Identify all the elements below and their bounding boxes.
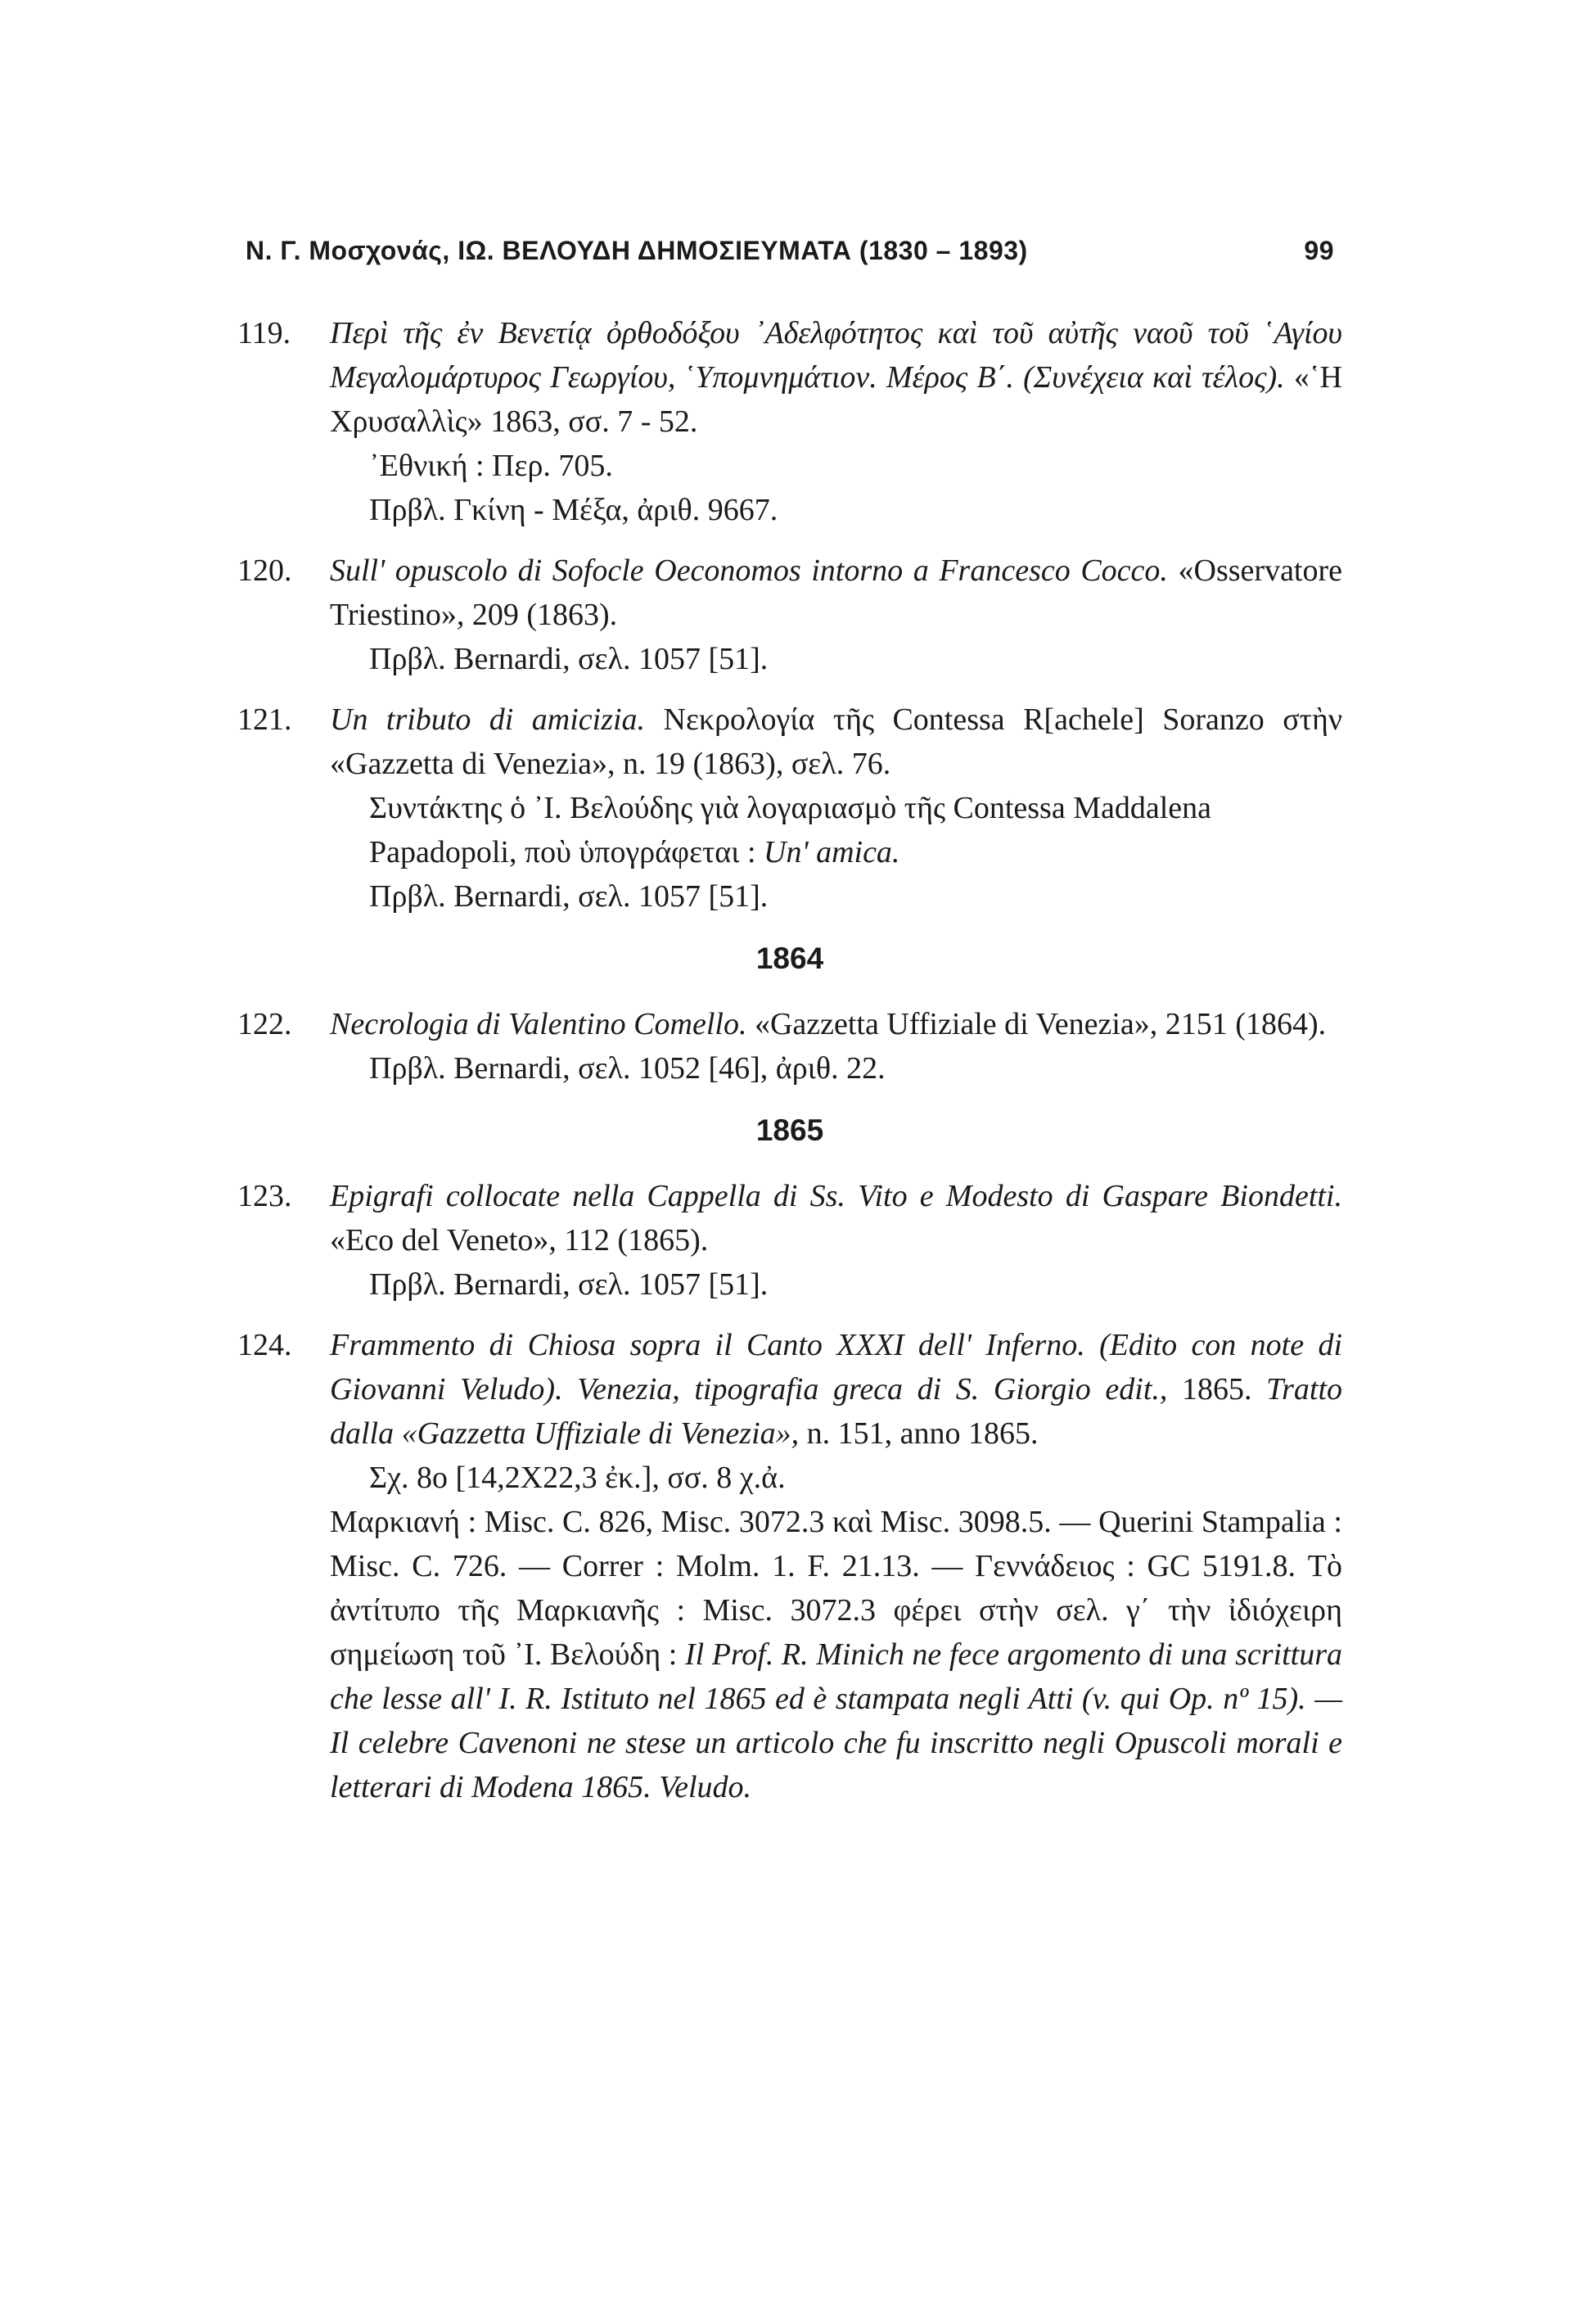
year-heading-1864: 1864: [755, 941, 824, 975]
entry-handwritten-note: Il Prof. R. Minich ne fece argomento di una scrittura che lesse all' I. R. Istituto nel 1865 ed è stampata negli Atti (v. qui Op. nº 15). — Il celebre Cavenoni ne stese un articolo che fu inscritto negli Opuscoli morali e letterari di Modena 1865. Veludo.: [330, 1637, 1342, 1804]
entry-source: «῾Η Χρυσαλλὶς» 1863, σσ. 7 - 52.: [330, 360, 1342, 439]
entry-123: [237, 1174, 1342, 1307]
entry-tratto: Tratto dalla «Gazzetta Uffiziale di Venezia»,: [330, 1372, 1343, 1451]
entry-source: «Gazzetta Uffiziale di Venezia», 2151 (1864).: [754, 1007, 1327, 1041]
entry-title: Frammento di Chiosa sopra il Canto XXXI dell' Inferno. (Edito con note di Giovanni Veludo). Venezia, tipografia greca di S. Giorgio edit.,: [330, 1328, 1342, 1407]
header-title: Ν. Γ. Μοσχονάς, ΙΩ. ΒΕΛΟΥΔΗ ΔΗΜΟΣΙΕΥΜΑΤΑ (1830 – 1893): [246, 236, 1028, 265]
entry-title: Περὶ τῆς ἐν Βενετίᾳ ὀρθοδόξου ᾿Αδελφότητος καὶ τοῦ αὐτῆς ναοῦ τοῦ ῾Αγίου Μεγαλομάρτυρος Γεωργίου, ῾Υπομνημάτιον. Μέρος Β΄. (Συνέχεια καὶ τέλος).: [330, 316, 1342, 395]
page-number: 99: [1304, 236, 1334, 265]
entry-source: «Osservatore Triestino», 209 (1863).: [330, 553, 1343, 632]
entry-title: Sull' opuscolo di Sofocle Oeconomos intorno a Francesco Cocco.: [330, 553, 1168, 588]
entry-title: Epigrafi collocate nella Cappella di Ss. Vito e Modesto di Gaspare Biondetti.: [330, 1179, 1342, 1213]
entry-source: «Eco del Veneto», 112 (1865).: [330, 1223, 709, 1258]
entry-note: Συντάκτης ὁ ᾿Ι. Βελούδης γιὰ λογαριασμὸ τῆς Contessa Maddalena Papadopoli, ποὺ ὑπογράφεται :: [369, 791, 1212, 869]
entry-number: 121.: [237, 702, 292, 737]
entry-119: [237, 311, 1342, 532]
entry-format: Σχ. 8ο [14,2Χ22,3 ἐκ.], σσ. 8 χ.ἀ.: [369, 1461, 786, 1495]
entry-tratto-tail: n. 151, anno 1865.: [806, 1416, 1039, 1451]
entry-number: 120.: [237, 553, 292, 588]
bibliography-list: [237, 311, 1342, 1826]
entry-reference: Πρβλ. Γκίνη - Μέξα, ἀριθ. 9667.: [369, 493, 778, 527]
entry-signature: Un' amica.: [764, 835, 900, 869]
entry-122: [237, 1002, 1342, 1091]
entry-title: Un tributo di amicizia.: [330, 702, 646, 737]
entry-title: Necrologia di Valentino Comello.: [330, 1007, 747, 1041]
entry-number: 119.: [237, 316, 291, 350]
entry-121: [237, 698, 1342, 919]
entry-text: Νεκρολογία τῆς Contessa R[achele] Soranzo στὴν «Gazzetta di Venezia», n. 19 (1863), σελ. 76.: [330, 702, 1342, 781]
entry-reference: Πρβλ. Bernardi, σελ. 1057 [51].: [369, 1267, 769, 1302]
entry-number: 123.: [237, 1179, 292, 1213]
running-header: [246, 236, 1334, 266]
entry-reference: Πρβλ. Bernardi, σελ. 1057 [51].: [369, 642, 769, 676]
year-heading-1865: 1865: [755, 1113, 824, 1147]
entry-year: 1865.: [1181, 1372, 1252, 1407]
entry-holdings: Μαρκιανή : Misc. C. 826, Misc. 3072.3 καὶ Misc. 3098.5. — Querini Stampalia : Misc. C. 726. — Correr : Molm. 1. F. 21.13. — Γεννάδειος : GC 5191.8. Τὸ ἀντίτυπο τῆς Μαρκιανῆς : Misc. 3072.3 φέρει στὴν σελ. γ΄ τὴν ἰδιόχειρη σημείωση τοῦ ᾿Ι. Βελούδη :: [330, 1505, 1342, 1672]
entry-number: 122.: [237, 1007, 292, 1041]
entry-reference: Πρβλ. Bernardi, σελ. 1052 [46], ἀριθ. 22.: [369, 1051, 886, 1086]
entry-120: [237, 549, 1342, 681]
entry-124: [237, 1323, 1342, 1809]
entry-note: ᾿Εθνική : Περ. 705.: [369, 449, 613, 483]
entry-reference: Πρβλ. Bernardi, σελ. 1057 [51].: [369, 879, 769, 914]
entry-number: 124.: [237, 1328, 292, 1362]
